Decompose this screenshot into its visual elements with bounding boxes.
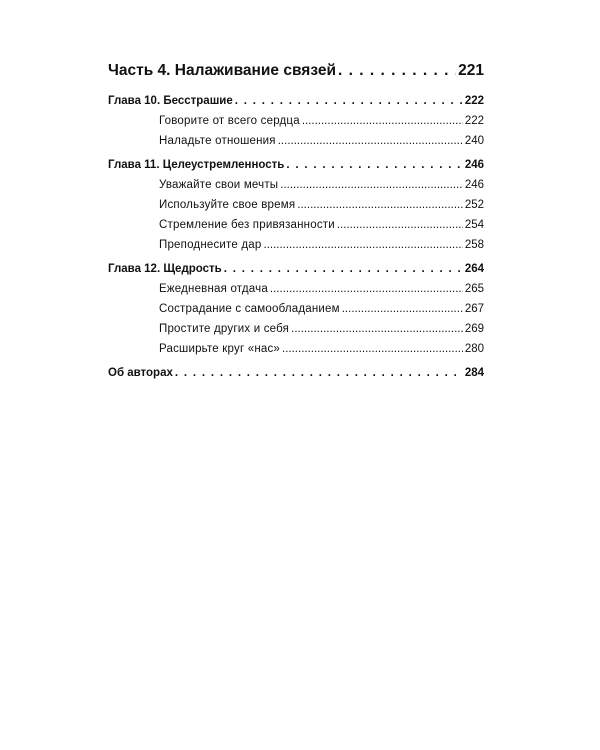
section-title: Расширьте круг «нас» [159, 343, 281, 355]
chapter-page: 246 [464, 159, 484, 171]
section-page: 246 [464, 179, 484, 191]
section-title: Наладьте отношения [159, 135, 276, 147]
toc-chapter-entry [108, 263, 484, 283]
about-title: Об авторах [108, 367, 173, 379]
toc-section-entry [108, 199, 484, 219]
section-title: Уважайте свои мечты [159, 179, 279, 191]
section-title: Ежедневная отдача [159, 283, 268, 295]
dot-leader [302, 115, 463, 127]
section-page: 222 [464, 115, 484, 127]
toc-section-entry [108, 219, 484, 239]
chapter-title: Глава 11. Целеустремленность [108, 159, 285, 171]
section-title: Преподнесите дар [159, 239, 262, 251]
chapter-title: Глава 12. Щедрость [108, 263, 222, 275]
dot-leader [337, 219, 463, 231]
section-title: Говорите от всего сердца [159, 115, 300, 127]
section-page: 240 [464, 135, 484, 147]
section-page: 265 [464, 283, 484, 295]
section-page: 269 [464, 323, 484, 335]
dot-leader [282, 343, 463, 355]
dot-leader [224, 263, 463, 275]
dot-leader [175, 367, 463, 379]
toc-chapter-entry [108, 95, 484, 115]
dot-leader [291, 323, 463, 335]
dot-leader [286, 159, 462, 171]
about-page: 284 [464, 367, 484, 379]
toc-section-entry [108, 239, 484, 259]
toc-section-entry [108, 323, 484, 343]
toc-section-entry [108, 283, 484, 303]
section-page: 280 [464, 343, 484, 355]
toc-part-entry [108, 62, 484, 86]
chapter-page: 264 [464, 263, 484, 275]
dot-leader [270, 283, 463, 295]
toc-section-entry [108, 135, 484, 155]
toc-about-entry [108, 367, 484, 387]
part-title: Часть 4. Налаживание связей [108, 62, 336, 79]
section-page: 258 [464, 239, 484, 251]
chapter-page: 222 [464, 95, 484, 107]
toc-chapter-entry [108, 159, 484, 179]
chapter-group [108, 263, 484, 363]
dot-leader [235, 95, 463, 107]
chapter-title: Глава 10. Бесстрашие [108, 95, 233, 107]
toc-section-entry [108, 343, 484, 363]
chapter-group [108, 159, 484, 259]
section-page: 267 [464, 303, 484, 315]
chapter-group [108, 95, 484, 155]
table-of-contents [108, 62, 484, 387]
toc-section-entry [108, 303, 484, 323]
toc-section-entry [108, 179, 484, 199]
part-page: 221 [458, 62, 484, 79]
section-page: 252 [464, 199, 484, 211]
section-title: Стремление без привязанности [159, 219, 335, 231]
dot-leader [280, 179, 463, 191]
section-title: Простите других и себя [159, 323, 290, 335]
dot-leader [297, 199, 463, 211]
section-page: 254 [464, 219, 484, 231]
section-title: Используйте свое время [159, 199, 296, 211]
dot-leader [338, 62, 456, 80]
dot-leader [264, 239, 463, 251]
dot-leader [278, 135, 463, 147]
section-title: Сострадание с самообладанием [159, 303, 340, 315]
dot-leader [342, 303, 463, 315]
toc-section-entry [108, 115, 484, 135]
